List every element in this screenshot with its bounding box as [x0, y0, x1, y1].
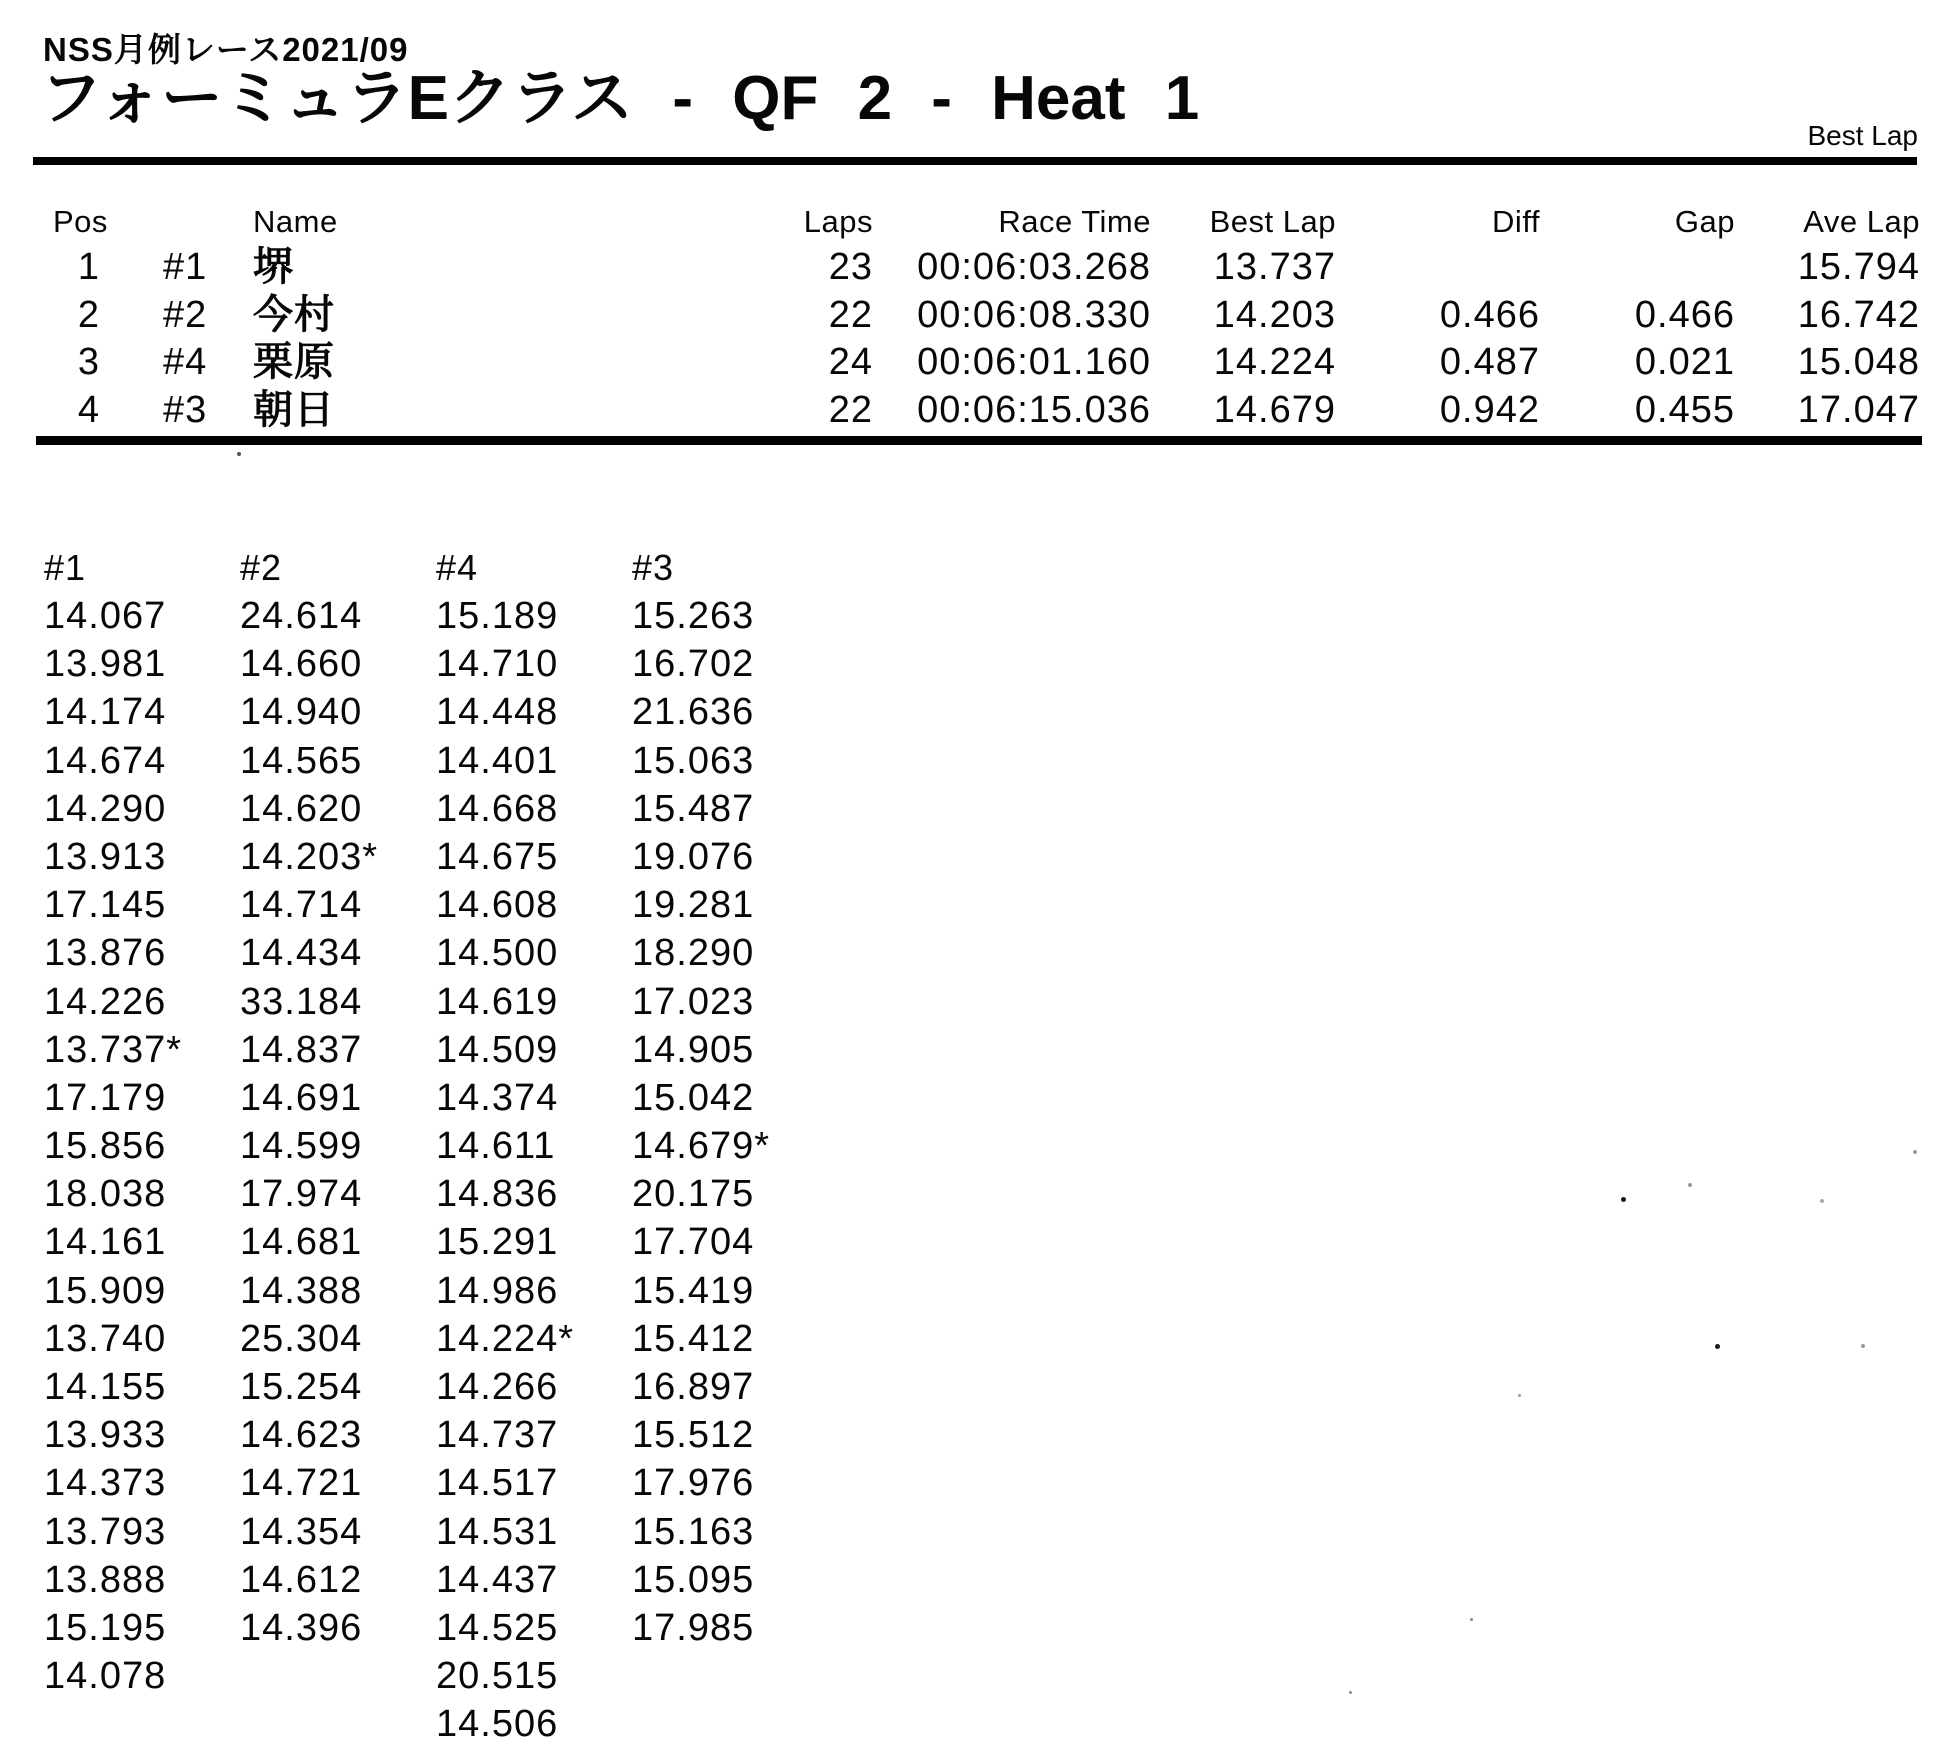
lap-time: 14.388	[240, 1269, 363, 1312]
lap-time: 14.623	[240, 1414, 363, 1457]
noise-dot	[1621, 1197, 1626, 1202]
lap-time: 14.500	[436, 932, 559, 975]
lap-time: 14.374	[436, 1076, 559, 1119]
results-row3-ave_lap: 15.048	[1797, 341, 1920, 384]
lap-time: 14.266	[436, 1366, 559, 1408]
results-row3-car: #4	[163, 341, 208, 384]
lap-time: 15.909	[44, 1269, 167, 1312]
lap-time: 25.304	[240, 1317, 363, 1360]
lap-time: 14.668	[436, 787, 559, 830]
lap-time: 15.163	[632, 1510, 755, 1553]
lap-time: 14.226	[44, 980, 167, 1023]
lap-time: 13.793	[44, 1510, 167, 1553]
results-row2-ave_lap: 16.742	[1797, 293, 1920, 336]
lap-time: 19.076	[632, 835, 755, 878]
lap-column-header: #1	[44, 547, 87, 588]
lap-time: 14.078	[44, 1655, 167, 1698]
lap-time: 14.396	[240, 1606, 363, 1649]
results-row2-best_lap: 14.203	[1213, 293, 1336, 336]
results-row2-car: #2	[163, 293, 208, 336]
lap-time: 14.599	[240, 1125, 363, 1168]
lap-time: 14.437	[436, 1558, 559, 1601]
lap-times-chart	[44, 548, 828, 1749]
lap-time: 14.679*	[632, 1125, 771, 1168]
lap-time: 14.721	[240, 1462, 363, 1505]
lap-time: 16.897	[632, 1366, 755, 1408]
results-row2-gap: 0.466	[1634, 293, 1735, 336]
lap-column-header: #3	[632, 547, 675, 588]
lap-time: 20.515	[436, 1655, 559, 1698]
results-row1-race_time: 00:06:03.268	[917, 246, 1151, 288]
lap-column-car4	[436, 548, 632, 1749]
lap-time: 14.837	[240, 1028, 363, 1071]
lap-time: 15.419	[632, 1269, 755, 1312]
lap-time: 14.674	[44, 739, 167, 782]
results-header-ave_lap: Ave Lap	[1803, 204, 1920, 239]
lap-time: 14.506	[436, 1703, 559, 1746]
lap-time: 16.702	[632, 643, 755, 686]
noise-dot	[237, 452, 241, 456]
lap-time: 15.063	[632, 739, 755, 782]
results-row1-laps: 23	[828, 246, 873, 288]
results-row4-best_lap: 14.679	[1213, 389, 1336, 432]
lap-time: 17.704	[632, 1221, 755, 1264]
noise-dot	[1861, 1344, 1865, 1348]
results-row3-pos: 3	[77, 341, 100, 384]
lap-time: 14.681	[240, 1221, 363, 1264]
lap-time: 14.517	[436, 1462, 559, 1505]
lap-time: 15.189	[436, 595, 559, 637]
results-row3-name: 栗原	[253, 340, 335, 385]
lap-time: 13.981	[44, 643, 167, 686]
lap-time: 17.145	[44, 884, 167, 927]
results-header-car	[100, 200, 215, 244]
lap-column-car2	[240, 548, 436, 1749]
lap-time: 33.184	[240, 980, 363, 1023]
lap-time: 14.373	[44, 1462, 167, 1505]
results-row3-best_lap: 14.224	[1213, 341, 1336, 384]
results-row4-gap: 0.455	[1634, 389, 1735, 432]
lap-time: 17.974	[240, 1173, 363, 1216]
lap-time: 14.940	[240, 691, 363, 734]
results-row3-race_time: 00:06:01.160	[917, 341, 1151, 384]
lap-time: 15.042	[632, 1076, 755, 1119]
noise-dot	[1688, 1183, 1692, 1187]
results-row1-car: #1	[163, 246, 208, 288]
lap-time: 15.412	[632, 1317, 755, 1360]
results-row4-name: 朝日	[253, 388, 335, 433]
lap-time: 15.195	[44, 1606, 167, 1649]
lap-time: 15.263	[632, 595, 755, 637]
corner-best-lap-label: Best Lap	[1807, 120, 1918, 151]
lap-time: 14.619	[436, 980, 559, 1023]
lap-time: 14.509	[436, 1028, 559, 1071]
results-row1-name: 堺	[253, 245, 294, 289]
lap-time: 14.986	[436, 1269, 559, 1312]
noise-dot	[1715, 1344, 1720, 1349]
lap-time: 17.985	[632, 1606, 755, 1649]
lap-time: 14.525	[436, 1606, 559, 1649]
results-row2-diff: 0.466	[1439, 293, 1540, 336]
lap-time: 14.531	[436, 1510, 559, 1553]
lap-time: 14.161	[44, 1221, 167, 1264]
lap-time: 18.038	[44, 1173, 167, 1216]
title-divider-line	[33, 157, 1917, 165]
results-row3-diff: 0.487	[1439, 341, 1540, 384]
results-header-laps: Laps	[803, 204, 873, 239]
lap-time: 14.714	[240, 884, 363, 927]
results-row3-laps: 24	[828, 341, 873, 384]
noise-dot	[1470, 1618, 1473, 1621]
lap-time: 14.691	[240, 1076, 363, 1119]
lap-time: 13.740	[44, 1317, 167, 1360]
lap-time: 13.876	[44, 932, 167, 975]
results-row4-pos: 4	[77, 389, 100, 432]
lap-time: 15.291	[436, 1221, 559, 1264]
lap-time: 14.612	[240, 1558, 363, 1601]
lap-time: 14.608	[436, 884, 559, 927]
lap-time: 17.023	[632, 980, 755, 1023]
results-row2-name: 今村	[253, 292, 335, 337]
results-header-name: Name	[253, 204, 338, 239]
page-title: フォーミュラEクラス - QF 2 - Heat 1	[40, 64, 1200, 133]
lap-time: 14.660	[240, 643, 363, 686]
results-row2-laps: 22	[828, 293, 873, 336]
lap-column-car3	[632, 548, 828, 1749]
lap-time: 14.203*	[240, 835, 379, 878]
results-row1-best_lap: 13.737	[1213, 246, 1336, 288]
lap-time: 14.290	[44, 787, 167, 830]
lap-time: 14.448	[436, 691, 559, 734]
results-divider-line	[36, 436, 1922, 445]
lap-time: 14.565	[240, 739, 363, 782]
lap-time: 14.836	[436, 1173, 559, 1216]
lap-time: 15.487	[632, 787, 755, 830]
results-row4-laps: 22	[828, 389, 873, 432]
lap-time: 20.175	[632, 1173, 755, 1216]
results-row1-diff	[1336, 244, 1540, 292]
lap-time: 14.905	[632, 1028, 755, 1071]
lap-time: 14.737	[436, 1414, 559, 1457]
lap-time: 14.067	[44, 595, 167, 637]
lap-time: 15.254	[240, 1366, 363, 1408]
results-row3-gap: 0.021	[1634, 341, 1735, 384]
lap-time: 14.224*	[436, 1317, 575, 1360]
lap-time: 14.620	[240, 787, 363, 830]
lap-time: 14.174	[44, 691, 167, 734]
lap-time: 13.913	[44, 835, 167, 878]
lap-time: 19.281	[632, 884, 755, 927]
results-header-diff: Diff	[1492, 204, 1540, 239]
lap-column-header: #2	[240, 547, 283, 588]
lap-time: 21.636	[632, 691, 755, 734]
results-header-best_lap: Best Lap	[1209, 204, 1336, 239]
lap-column-car1	[44, 548, 240, 1749]
lap-column-header: #4	[436, 547, 479, 588]
lap-time: 15.512	[632, 1414, 755, 1457]
results-row2-race_time: 00:06:08.330	[917, 293, 1151, 336]
lap-time: 18.290	[632, 932, 755, 975]
results-row4-car: #3	[163, 389, 208, 432]
results-header-race_time: Race Time	[998, 204, 1151, 239]
lap-time: 14.611	[436, 1125, 556, 1168]
results-table	[40, 200, 1920, 435]
lap-time: 15.095	[632, 1558, 755, 1601]
results-row4-diff: 0.942	[1439, 389, 1540, 432]
lap-time: 13.933	[44, 1414, 167, 1457]
noise-dot	[1349, 1691, 1352, 1694]
lap-time: 14.401	[436, 739, 559, 782]
noise-dot	[1913, 1150, 1917, 1154]
lap-time: 17.976	[632, 1462, 755, 1505]
lap-time: 17.179	[44, 1076, 167, 1119]
results-row1-gap	[1540, 244, 1735, 292]
noise-dot	[1820, 1199, 1824, 1203]
results-row4-race_time: 00:06:15.036	[917, 389, 1151, 432]
lap-time: 14.675	[436, 835, 559, 878]
lap-time: 15.856	[44, 1125, 167, 1168]
results-row4-ave_lap: 17.047	[1797, 389, 1920, 432]
results-row2-pos: 2	[77, 293, 100, 336]
results-header-gap: Gap	[1674, 204, 1735, 239]
results-row1-ave_lap: 15.794	[1797, 246, 1920, 288]
lap-time: 13.888	[44, 1558, 167, 1601]
lap-time: 14.354	[240, 1510, 363, 1553]
lap-time: 14.155	[44, 1366, 167, 1408]
noise-dot	[1518, 1394, 1521, 1397]
lap-time: 13.737*	[44, 1028, 183, 1071]
lap-time: 14.434	[240, 932, 363, 975]
lap-time: 14.710	[436, 643, 559, 686]
results-header-pos: Pos	[53, 204, 108, 239]
results-row1-pos: 1	[77, 246, 100, 288]
event-name: NSS月例レース2021/09	[43, 31, 409, 68]
lap-time: 24.614	[240, 595, 363, 637]
